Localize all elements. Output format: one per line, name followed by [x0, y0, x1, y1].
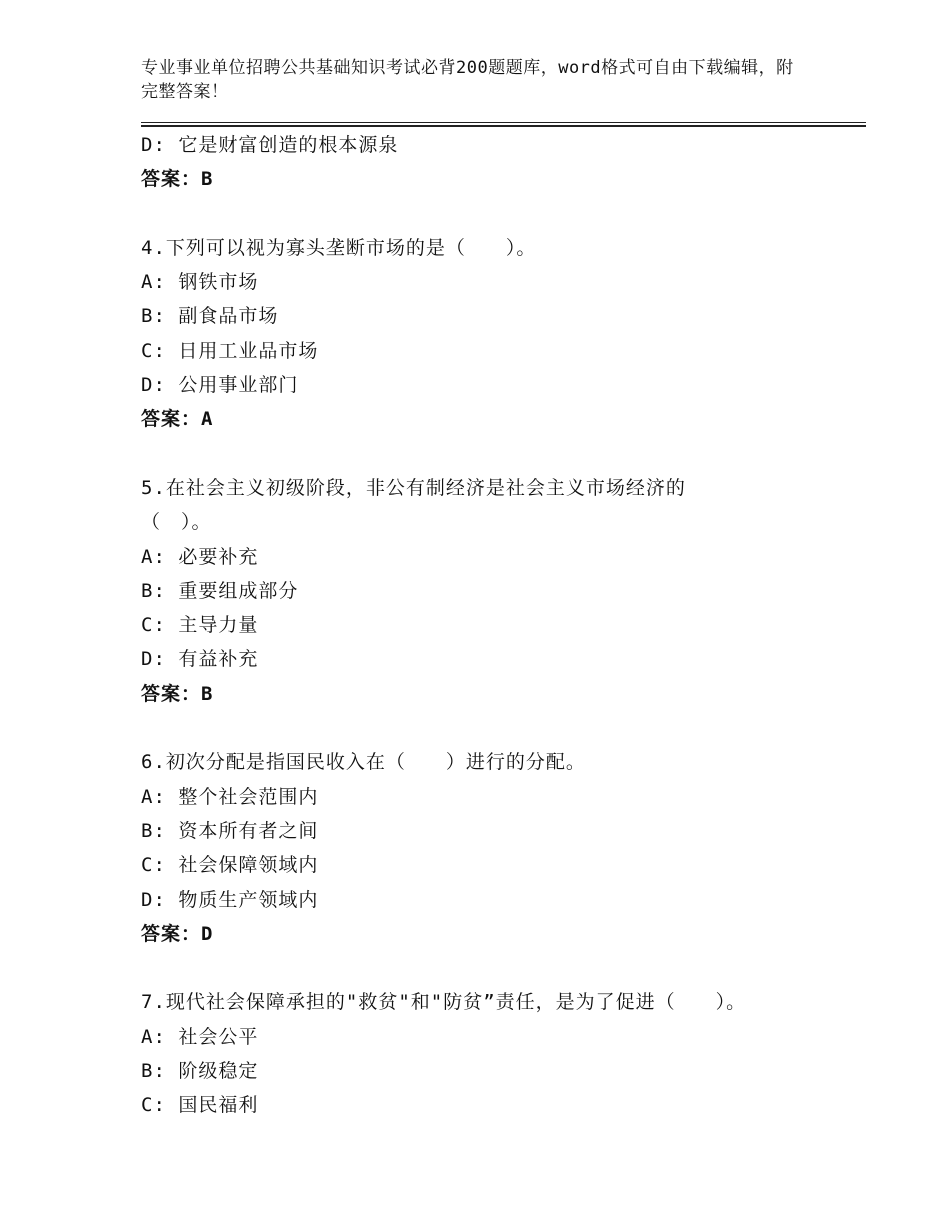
answer-label: 答案：B	[141, 168, 214, 191]
option-a: A: 社会公平	[141, 1025, 259, 1048]
option-c: C: 社会保障领域内	[141, 854, 319, 877]
question-stem-continued: （ ）。	[141, 511, 212, 534]
option-d: D: 公用事业部门	[141, 374, 299, 397]
answer-label: 答案：D	[141, 922, 214, 945]
spacer	[141, 197, 861, 231]
question-stem: 5.在社会主义初级阶段，非公有制经济是社会主义市场经济的	[141, 476, 686, 499]
option-a: A: 必要补充	[141, 545, 259, 568]
question-stem: 4.下列可以视为寡头垄断市场的是（ ）。	[141, 236, 537, 259]
answer-label: 答案：A	[141, 408, 214, 431]
header-divider-thin	[141, 122, 866, 123]
option-c: C: 国民福利	[141, 1094, 259, 1117]
option-d: D: 它是财富创造的根本源泉	[141, 134, 399, 156]
question-list	[141, 128, 861, 1123]
spacer	[141, 437, 861, 471]
option-d: D: 有益补充	[141, 648, 259, 671]
option-c: C: 主导力量	[141, 614, 259, 637]
answer-label: 答案：B	[141, 682, 214, 705]
option-a: A: 整个社会范围内	[141, 785, 319, 808]
option-b: B: 副食品市场	[141, 305, 279, 328]
option-b: B: 阶级稳定	[141, 1060, 259, 1083]
spacer	[141, 711, 861, 745]
option-c: C: 日用工业品市场	[141, 339, 319, 362]
option-b: B: 资本所有者之间	[141, 819, 319, 842]
header-divider-thick	[141, 125, 866, 127]
question-stem: 6.初次分配是指国民收入在（ ）进行的分配。	[141, 751, 586, 774]
option-a: A: 钢铁市场	[141, 271, 259, 294]
document-header: 专业事业单位招聘公共基础知识考试必背200题题库，word格式可自由下载编辑，附完整答案！	[141, 58, 794, 102]
option-d: D: 物质生产领域内	[141, 888, 319, 911]
question-stem: 7.现代社会保障承担的"救贫"和"防贫”责任，是为了促进（ ）。	[141, 991, 747, 1014]
spacer	[141, 951, 861, 985]
option-b: B: 重要组成部分	[141, 579, 299, 602]
